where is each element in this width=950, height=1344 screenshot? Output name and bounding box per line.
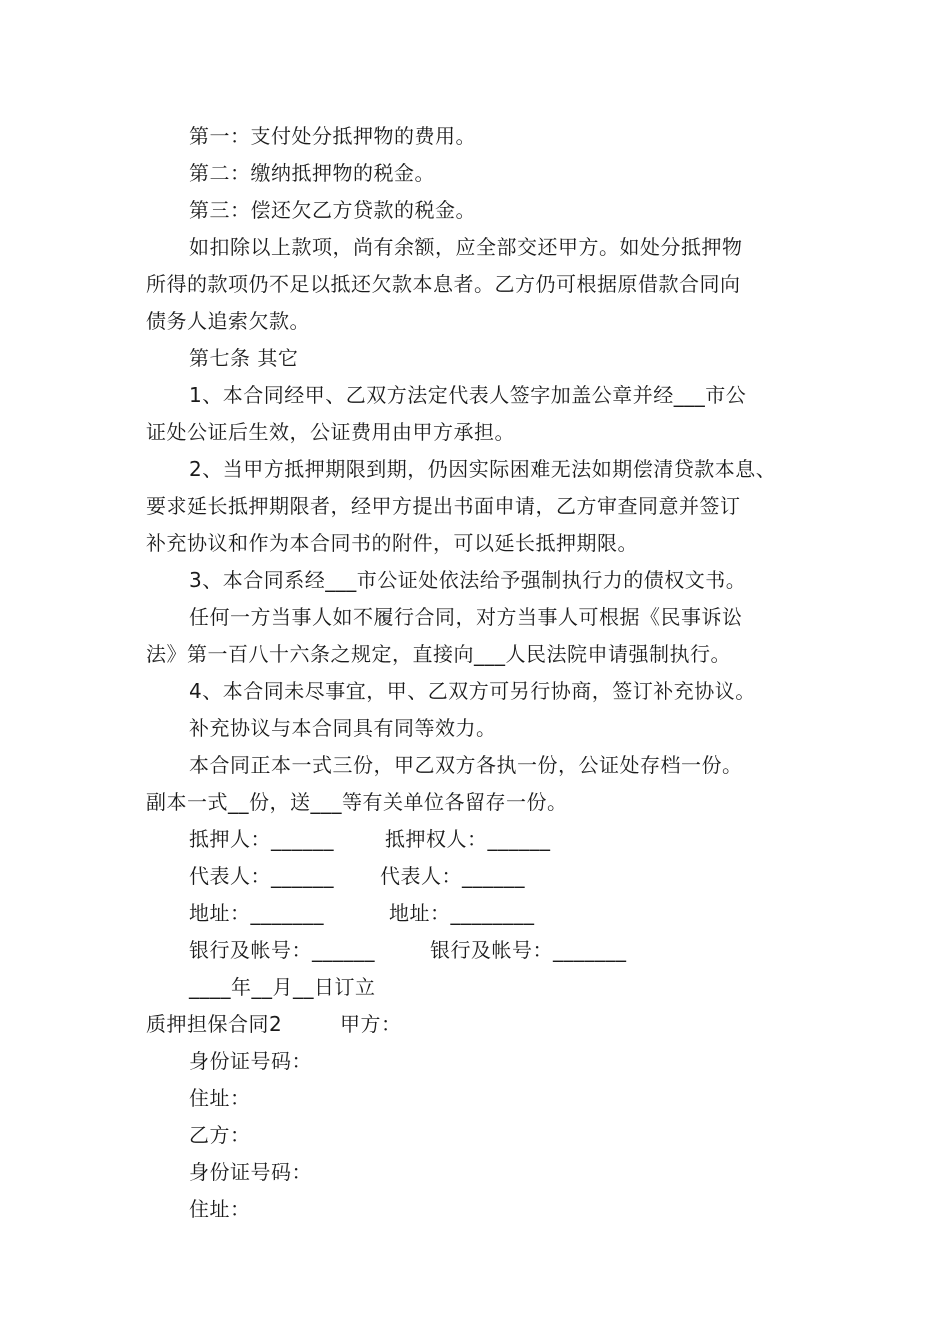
- signature-row-address: [146, 895, 816, 932]
- paragraph-line: 补充协议和作为本合同书的附件，可以延长抵押期限。: [146, 531, 638, 555]
- party-a-address: 住址：: [189, 1086, 251, 1110]
- paragraph-line: 任何一方当事人如不履行合同，对方当事人可根据《民事诉讼: [189, 605, 743, 629]
- signature-row-representative: [146, 858, 816, 895]
- enforcement-paragraph: [146, 599, 816, 673]
- clause-4: 4、本合同未尽事宜，甲、乙双方可另行协商，签订补充协议。: [189, 679, 756, 703]
- paragraph-line: 法》第一百八十六条之规定，直接向___人民法院申请强制执行。: [146, 642, 731, 666]
- mortgagee-field: 抵押权人：______: [385, 827, 551, 851]
- paragraph-line: 1、本合同经甲、乙双方法定代表人签字加盖公章并经___市公: [189, 383, 747, 407]
- article-7-heading: 第七条 其它: [189, 346, 299, 370]
- paragraph-line: 证处公证后生效，公证费用由甲方承担。: [146, 420, 515, 444]
- copies-paragraph: [146, 747, 816, 821]
- expense-item-3: 第三：偿还欠乙方贷款的税金。: [189, 198, 476, 222]
- clause-1: [146, 377, 816, 451]
- paragraph-line: 副本一式__份，送___等有关单位各留存一份。: [146, 790, 568, 814]
- clause-3: 3、本合同系经___市公证处依法给予强制执行力的债权文书。: [189, 568, 747, 592]
- signing-date: ____年__月__日订立: [189, 975, 376, 999]
- expense-item-2: 第二：缴纳抵押物的税金。: [189, 161, 435, 185]
- equal-effect-paragraph: 补充协议与本合同具有同等效力。: [189, 716, 497, 740]
- paragraph-line: 要求延长抵押期限者，经甲方提出书面申请，乙方审查同意并签订: [146, 494, 741, 518]
- representative-b-field: 代表人：______: [380, 864, 525, 888]
- clause-2: [146, 451, 816, 562]
- party-b-id-number: 身份证号码：: [189, 1160, 312, 1184]
- bank-account-a-field: 银行及帐号：______: [189, 938, 375, 962]
- paragraph-line: 2、当甲方抵押期限到期，仍因实际困难无法如期偿清贷款本息、: [189, 457, 777, 481]
- address-b-field: 地址：________: [389, 901, 535, 925]
- paragraph-line: 本合同正本一式三份，甲乙双方各执一份，公证处存档一份。: [189, 753, 743, 777]
- document-body: [146, 118, 816, 1228]
- signature-row-mortgagor: [146, 821, 816, 858]
- party-b-address: 住址：: [189, 1197, 251, 1221]
- contract-2-title-row: [146, 1006, 816, 1043]
- representative-a-field: 代表人：______: [189, 864, 334, 888]
- party-a-label: 甲方：: [340, 1012, 402, 1036]
- surplus-paragraph: [146, 229, 816, 340]
- paragraph-line: 如扣除以上款项，尚有余额，应全部交还甲方。如处分抵押物: [189, 235, 743, 259]
- expense-item-1: 第一：支付处分抵押物的费用。: [189, 124, 476, 148]
- contract-2-title: 质押担保合同2: [146, 1012, 283, 1036]
- bank-account-b-field: 银行及帐号：_______: [430, 938, 627, 962]
- mortgagor-field: 抵押人：______: [189, 827, 334, 851]
- paragraph-line: 所得的款项仍不足以抵还欠款本息者。乙方仍可根据原借款合同向: [146, 272, 741, 296]
- party-a-id-number: 身份证号码：: [189, 1049, 312, 1073]
- paragraph-line: 债务人追索欠款。: [146, 309, 310, 333]
- signature-row-bank: [146, 932, 816, 969]
- address-a-field: 地址：_______: [189, 901, 324, 925]
- party-b-label: 乙方：: [189, 1123, 251, 1147]
